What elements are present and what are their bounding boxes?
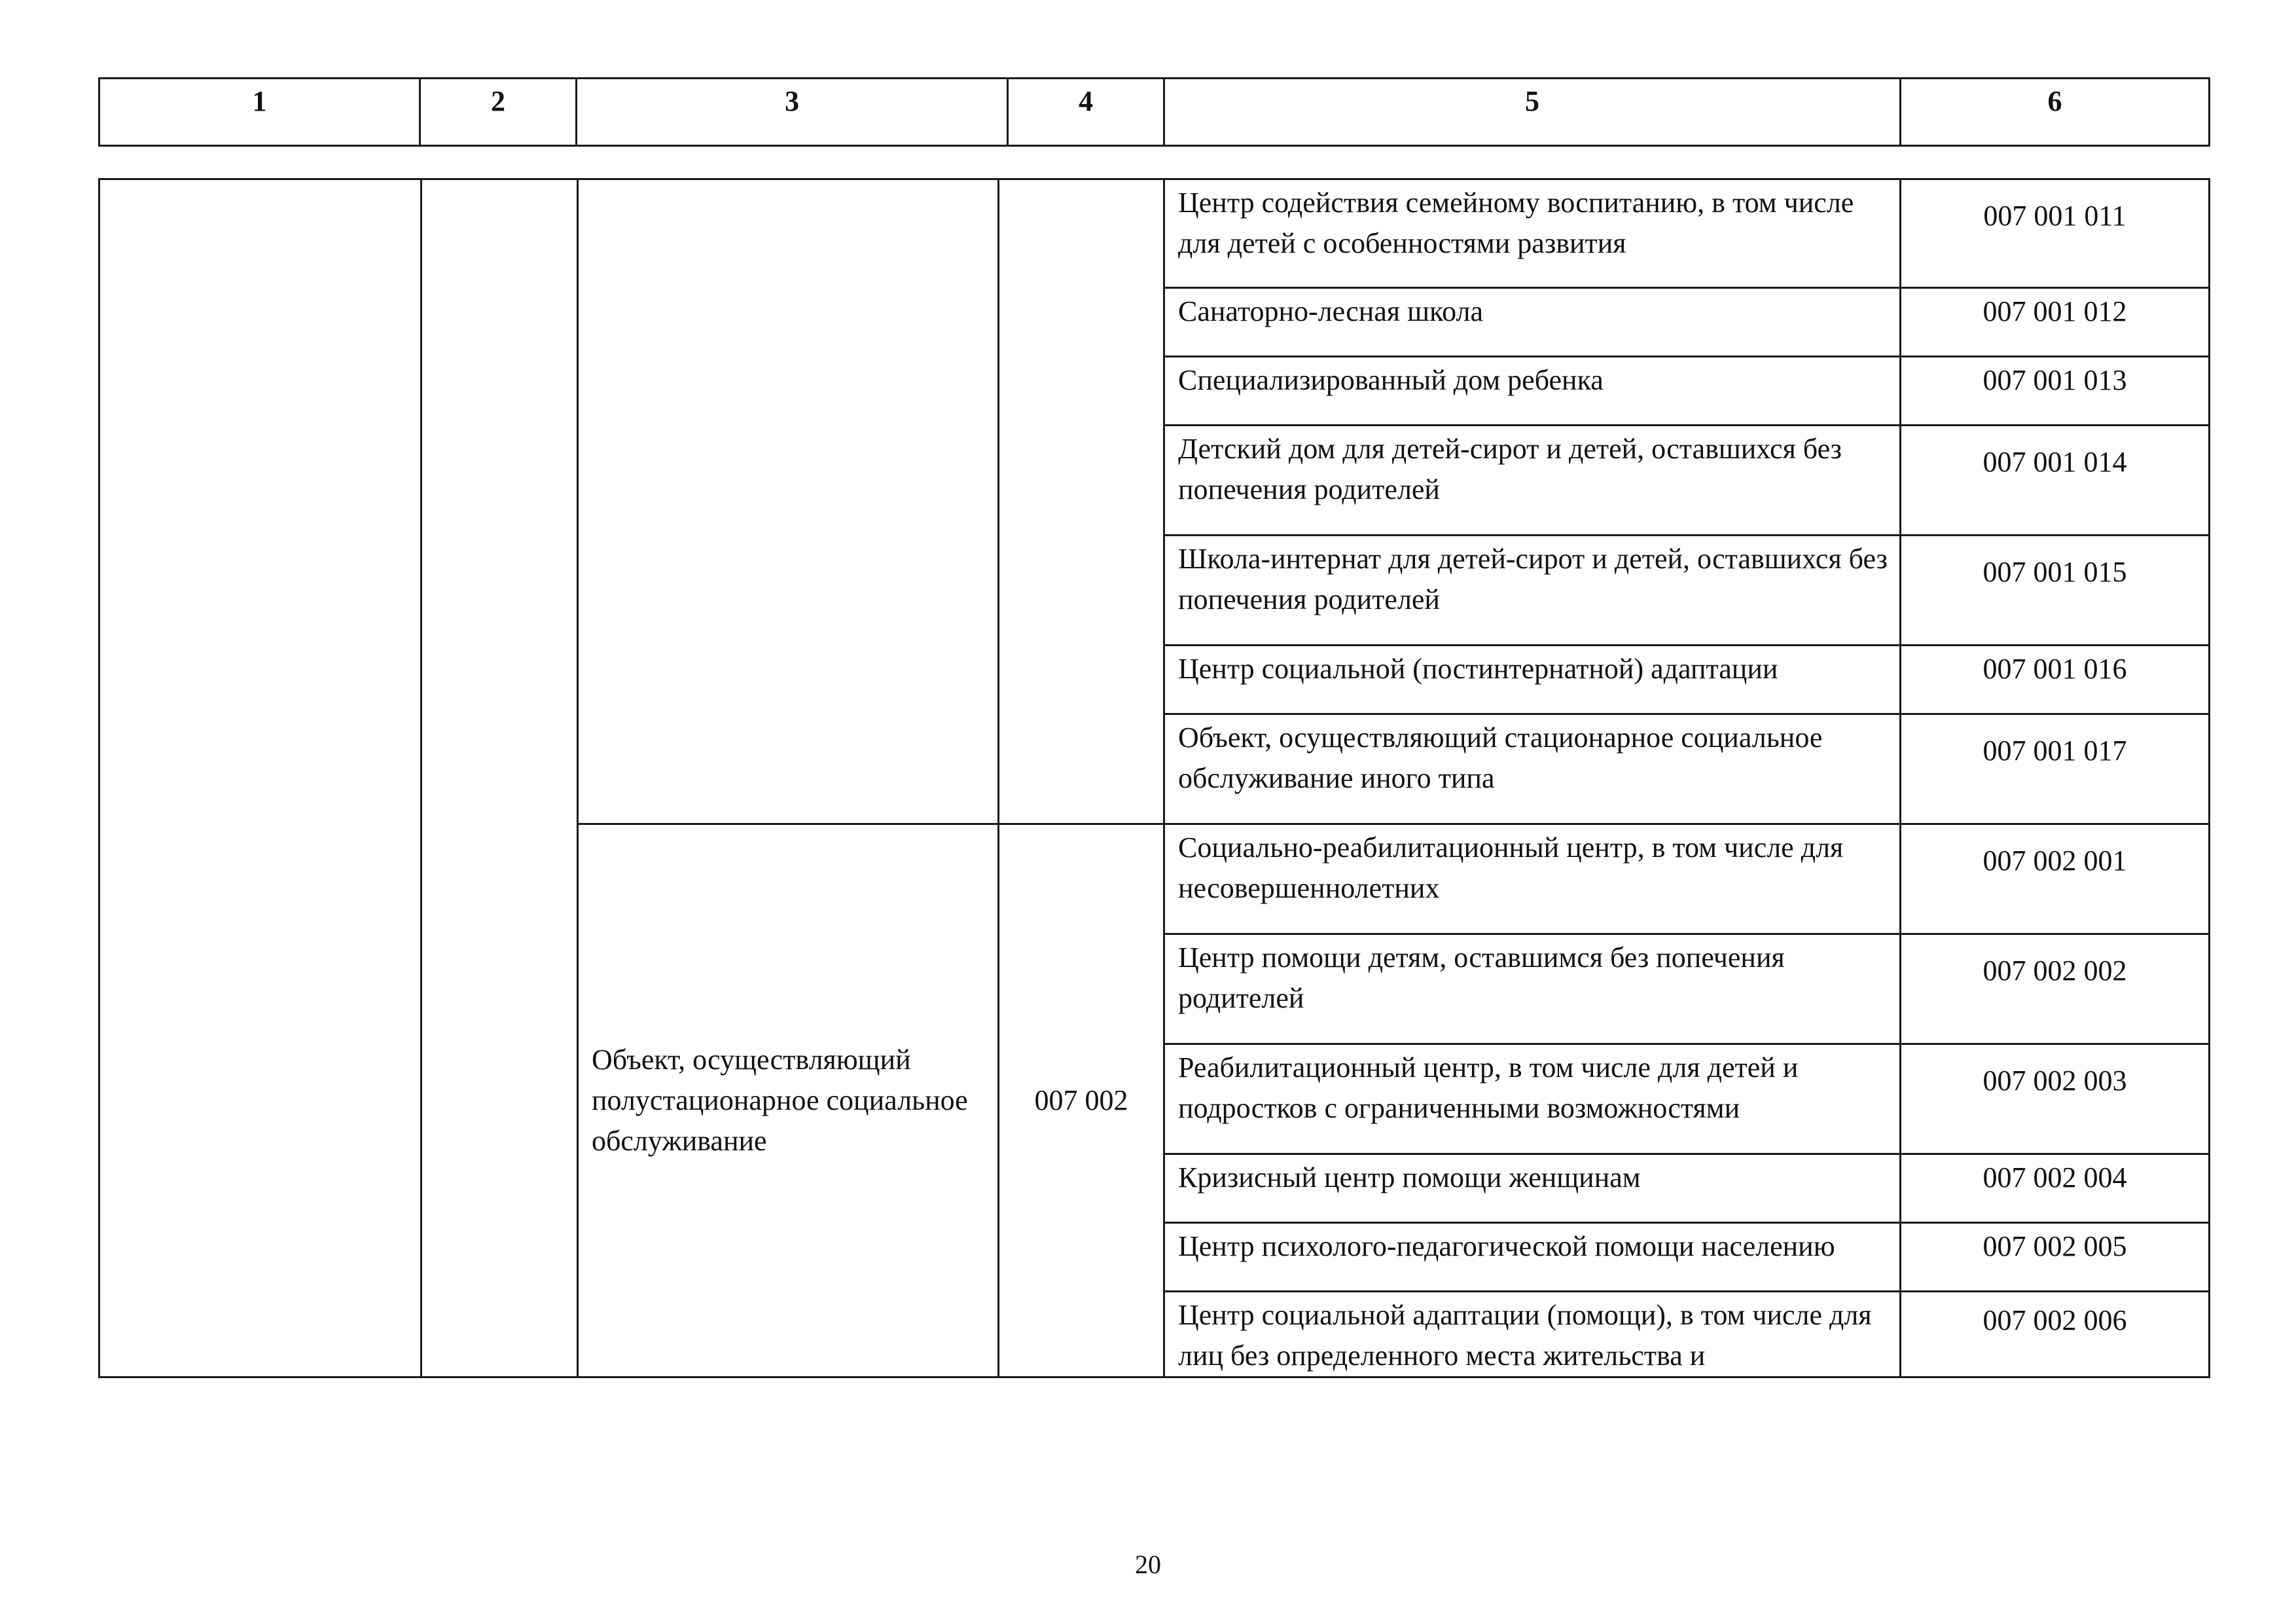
item-code: 007 002 001 <box>1901 824 2210 934</box>
column-number-1: 1 <box>99 79 420 146</box>
item-code: 007 001 015 <box>1901 536 2210 646</box>
item-name: Санаторно-лесная школа <box>1164 288 1901 357</box>
item-name: Центр содействия семейному воспитанию, в том числе для детей с особенностями развития <box>1164 179 1901 288</box>
group-code-cell <box>999 179 1164 824</box>
item-code: 007 001 016 <box>1901 646 2210 714</box>
group-name-cell <box>578 179 999 824</box>
column-number-5: 5 <box>1164 79 1901 146</box>
item-name: Кризисный центр помощи женщинам <box>1164 1154 1901 1223</box>
column-number-6: 6 <box>1901 79 2210 146</box>
item-name: Школа-интернат для детей-сирот и детей, оставшихся без попечения родителей <box>1164 536 1901 646</box>
group-name-cell: Объект, осуществляющий полустационарное социальное обслуживание <box>578 824 999 1377</box>
column-number-3: 3 <box>577 79 1008 146</box>
item-code: 007 002 004 <box>1901 1154 2210 1223</box>
column-header-table <box>98 77 2210 147</box>
item-code: 007 002 006 <box>1901 1292 2210 1377</box>
item-code: 007 001 011 <box>1901 179 2210 288</box>
item-code: 007 002 003 <box>1901 1044 2210 1154</box>
item-name: Детский дом для детей-сирот и детей, оставшихся без попечения родителей <box>1164 426 1901 536</box>
column-number-2: 2 <box>420 79 577 146</box>
item-name: Объект, осуществляющий стационарное социальное обслуживание иного типа <box>1164 714 1901 824</box>
column-number-row <box>99 79 2210 146</box>
table-row <box>99 179 2210 288</box>
item-code: 007 001 013 <box>1901 357 2210 426</box>
item-name: Социально-реабилитационный центр, в том числе для несовершеннолетних <box>1164 824 1901 934</box>
item-name: Специализированный дом ребенка <box>1164 357 1901 426</box>
column-number-4: 4 <box>1008 79 1164 146</box>
item-code: 007 002 005 <box>1901 1223 2210 1292</box>
item-name: Центр психолого-педагогической помощи населению <box>1164 1223 1901 1292</box>
item-code: 007 001 012 <box>1901 288 2210 357</box>
item-code: 007 002 002 <box>1901 934 2210 1044</box>
item-name: Центр социальной (постинтернатной) адаптации <box>1164 646 1901 714</box>
group-code-cell: 007 002 <box>999 824 1164 1377</box>
classifier-table <box>98 178 2210 1378</box>
item-name: Реабилитационный центр, в том числе для детей и подростков с ограниченными возможностями <box>1164 1044 1901 1154</box>
item-code: 007 001 017 <box>1901 714 2210 824</box>
item-name: Центр социальной адаптации (помощи), в том числе для лиц без определенного места жительства и <box>1164 1292 1901 1377</box>
page-number: 20 <box>1135 1550 1161 1579</box>
column-1-cell <box>99 179 422 1377</box>
item-code: 007 001 014 <box>1901 426 2210 536</box>
column-2-cell <box>422 179 578 1377</box>
item-name: Центр помощи детям, оставшимся без попечения родителей <box>1164 934 1901 1044</box>
